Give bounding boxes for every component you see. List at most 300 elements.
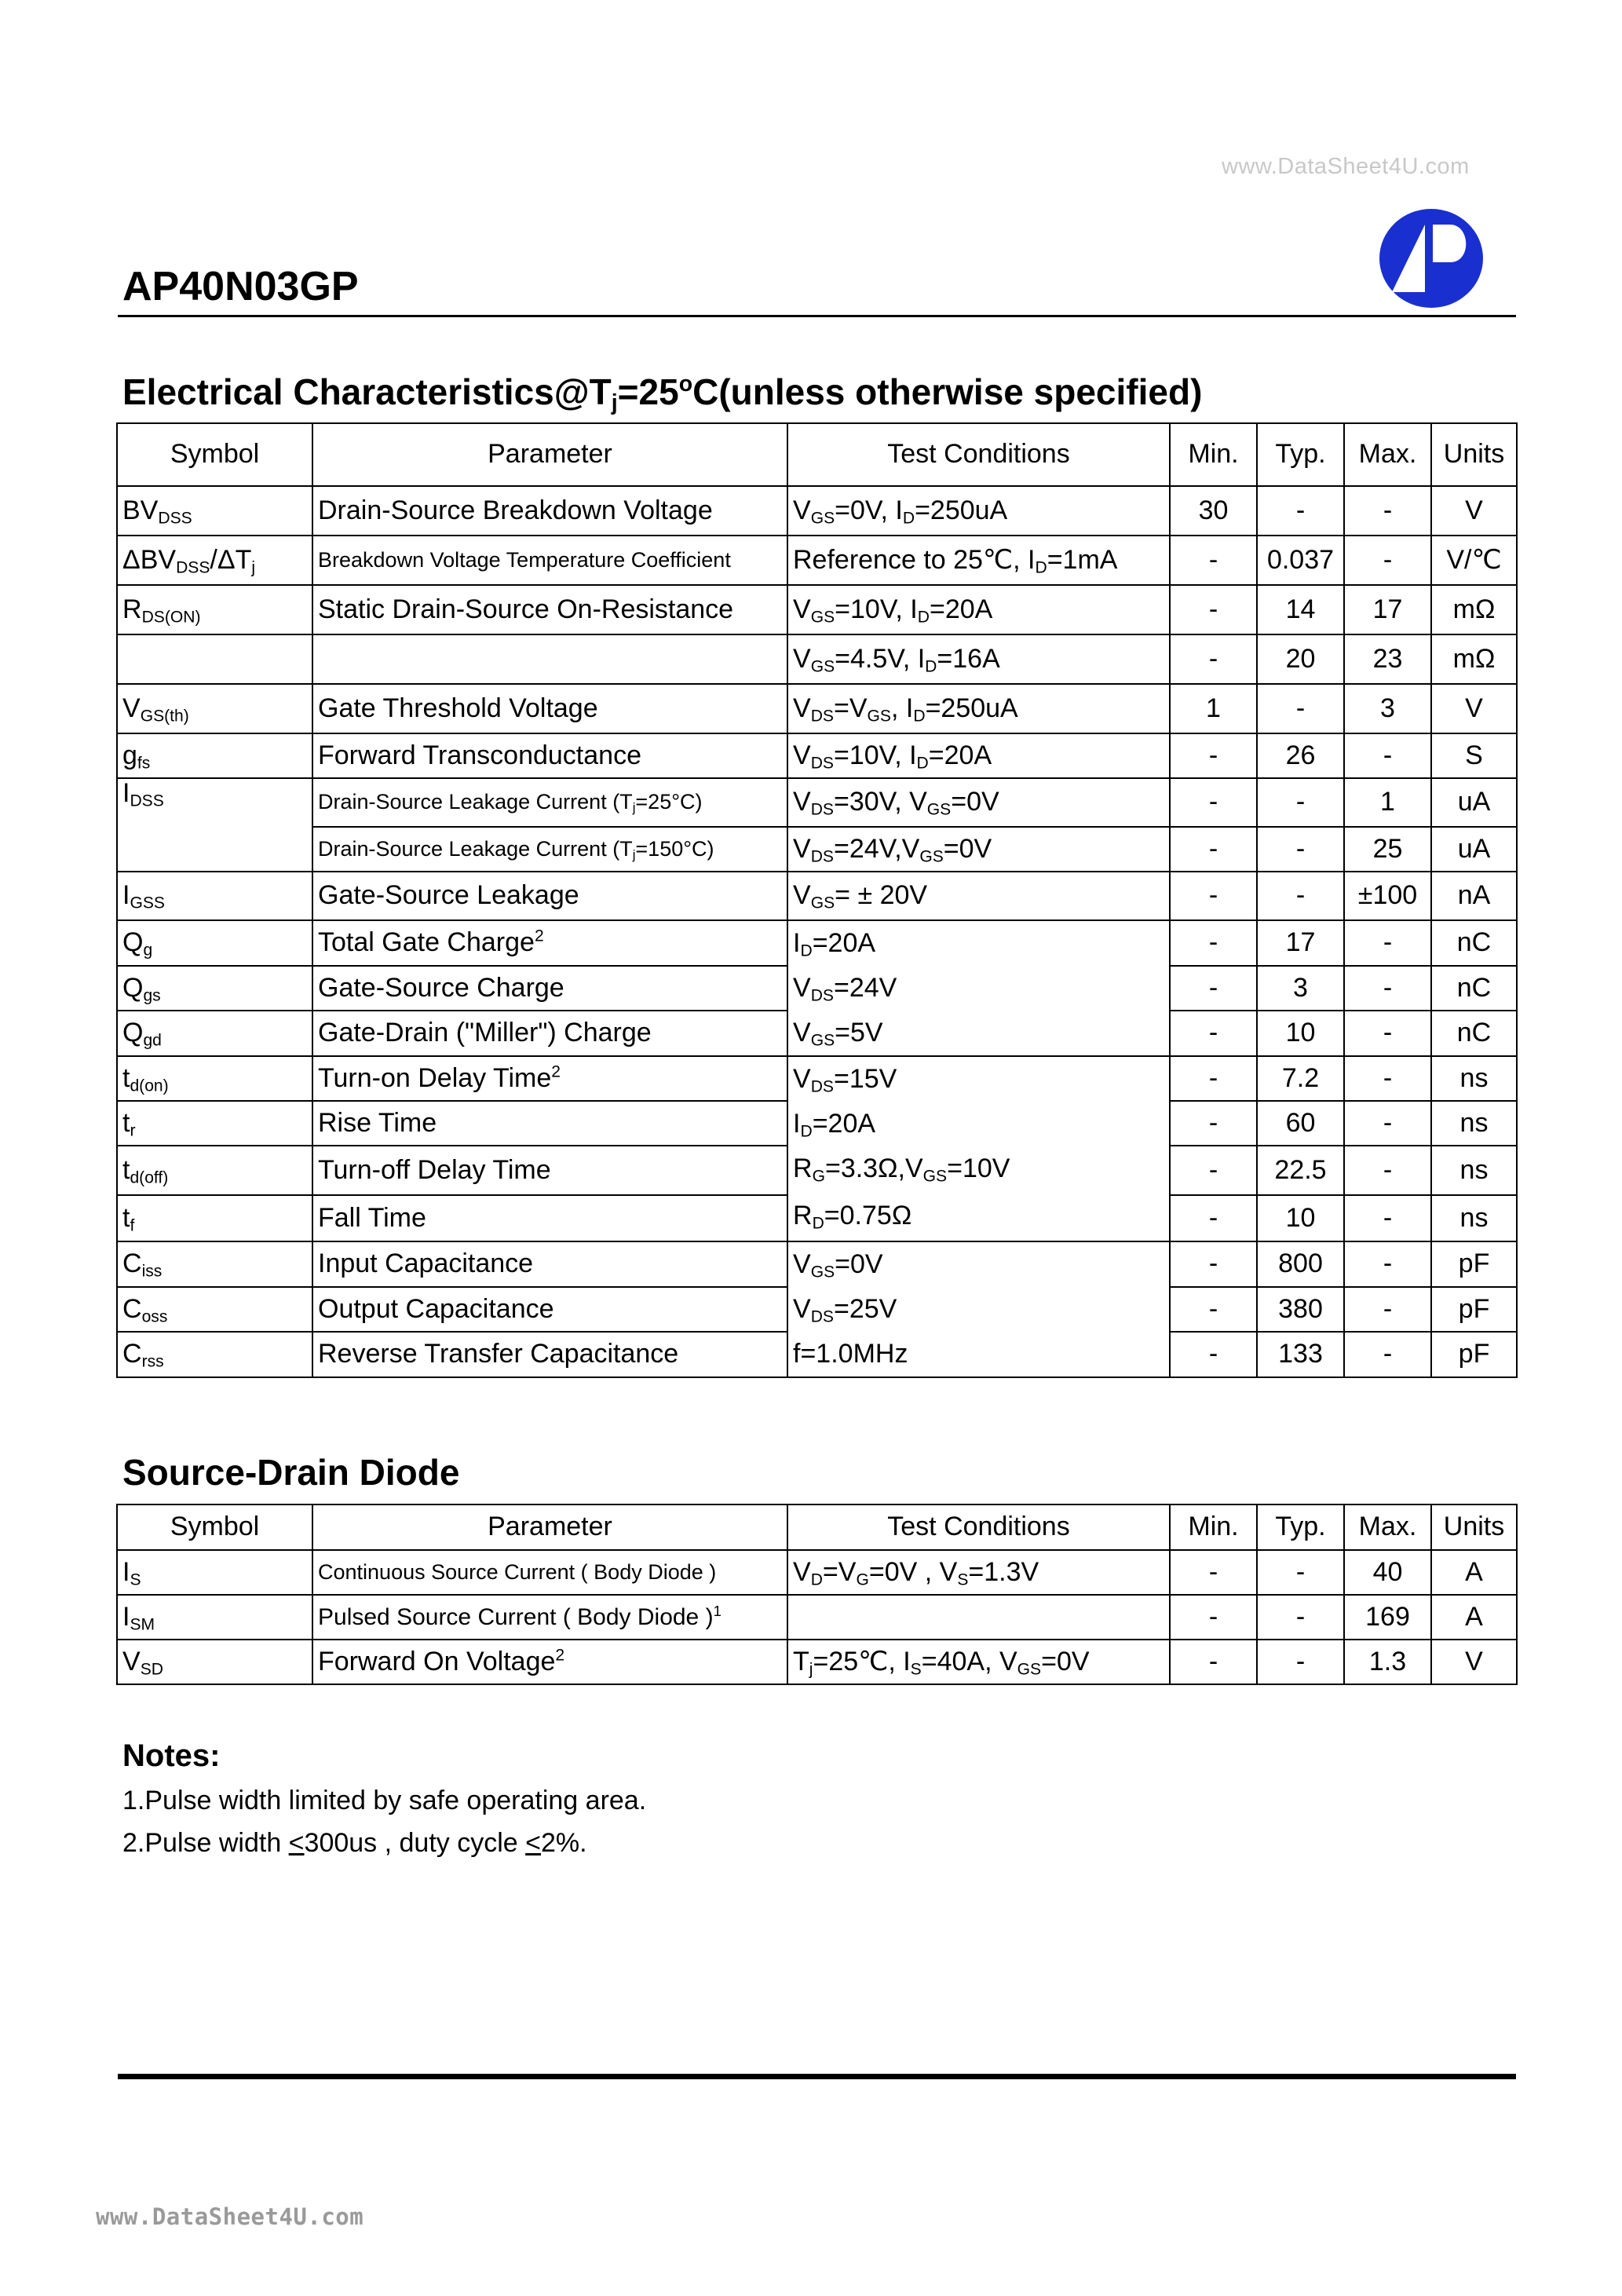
- watermark-bottom: www.DataSheet4U.com: [96, 2203, 364, 2230]
- symbol-sub: gs: [143, 986, 161, 1005]
- parameter-text: Reverse Transfer Capacitance: [318, 1339, 679, 1369]
- cond-part: I: [793, 928, 801, 958]
- cond-part: DS: [810, 986, 834, 1005]
- cond-part: V: [793, 1249, 811, 1279]
- cell-symbol: [117, 778, 312, 872]
- cond-part: =0V, I: [835, 495, 903, 525]
- symbol-sub: GSS: [130, 894, 165, 912]
- parameter-text: Turn-on Delay Time: [318, 1062, 552, 1093]
- cond-part: V: [793, 1018, 811, 1047]
- symbol-main: C: [122, 1249, 142, 1279]
- cond-line: [793, 1332, 1164, 1377]
- cell-typ: 380: [1257, 1287, 1344, 1333]
- cond-part: V: [793, 495, 811, 525]
- cond-line: [793, 966, 1164, 1011]
- cell-max: ±100: [1344, 872, 1431, 920]
- cond-part: V: [793, 973, 811, 1003]
- cell-parameter: [312, 966, 787, 1011]
- cell-max: -: [1344, 733, 1431, 778]
- cond-line: [793, 1146, 1164, 1191]
- cell-units: pF: [1431, 1241, 1517, 1287]
- cell-parameter: [312, 536, 787, 585]
- cell-min: -: [1170, 966, 1257, 1011]
- cond-part: V: [793, 1556, 811, 1587]
- cond-part: =24V: [833, 973, 897, 1003]
- symbol-main: V: [122, 693, 141, 723]
- parameter-tail: =25°C): [635, 790, 703, 814]
- cell-max: -: [1344, 1287, 1431, 1333]
- cell-max: 169: [1344, 1595, 1431, 1640]
- cell-parameter: [312, 1101, 787, 1146]
- cond-part: =20A: [812, 1109, 876, 1139]
- cell-parameter: [312, 778, 787, 827]
- cond-part: =25℃, I: [813, 1646, 911, 1676]
- column-header: Typ.: [1257, 1504, 1344, 1550]
- cell-max: 17: [1344, 585, 1431, 634]
- cond-part: =0V: [943, 833, 992, 864]
- symbol-sub: SD: [140, 1660, 163, 1679]
- cell-units: V: [1431, 684, 1517, 733]
- cell-typ: 22.5: [1257, 1146, 1344, 1195]
- cell-typ: 10: [1257, 1011, 1344, 1056]
- table-row: [117, 827, 1517, 872]
- cond-part: =250uA: [915, 495, 1008, 525]
- symbol-main: t: [122, 1202, 130, 1233]
- cell-parameter: [312, 486, 787, 536]
- parameter-text: Rise Time: [318, 1107, 437, 1138]
- table-row: [117, 634, 1517, 684]
- cell-parameter: [312, 827, 787, 872]
- symbol-main: C: [122, 1293, 142, 1324]
- cell-units: V/℃: [1431, 536, 1517, 585]
- column-header: Typ.: [1257, 423, 1344, 486]
- cell-test-conditions: [787, 827, 1170, 872]
- cond-line: [793, 1102, 1164, 1146]
- cond-part: =V: [833, 693, 868, 723]
- cell-min: -: [1170, 1332, 1257, 1377]
- symbol-sub: r: [130, 1121, 136, 1140]
- symbol-sub: DS(ON): [141, 608, 201, 627]
- cell-parameter: [312, 1550, 787, 1595]
- watermark-top: www.DataSheet4U.com: [1222, 154, 1470, 179]
- cond-part: GS: [1017, 1660, 1042, 1679]
- parameter-text: Output Capacitance: [318, 1293, 554, 1324]
- cell-max: -: [1344, 1011, 1431, 1056]
- cell-units: ns: [1431, 1101, 1517, 1146]
- cond-part: V: [793, 594, 811, 624]
- cond-part: GS: [919, 847, 944, 866]
- cond-part: DS: [810, 800, 834, 819]
- parameter-text: Turn-off Delay Time: [318, 1154, 551, 1185]
- cell-units: S: [1431, 733, 1517, 778]
- cell-symbol: [117, 1011, 312, 1056]
- parameter-sup: 1: [713, 1602, 721, 1619]
- cell-min: 30: [1170, 486, 1257, 536]
- cell-units: nC: [1431, 1011, 1517, 1056]
- cond-part: DS: [810, 1307, 834, 1326]
- parameter-tail: =150°C): [635, 836, 714, 861]
- symbol-sub: oss: [141, 1307, 168, 1326]
- symbol-main: BV: [122, 495, 159, 525]
- cond-part: =0V , V: [868, 1556, 958, 1587]
- parameter-sup: 2: [551, 1062, 561, 1081]
- cell-test-conditions: [787, 733, 1170, 778]
- symbol-sub: d(off): [130, 1168, 169, 1187]
- cond-part: GS: [810, 509, 835, 528]
- cond-part: =4.5V, I: [835, 643, 926, 674]
- cond-part: D: [902, 509, 915, 528]
- cell-parameter: [312, 1241, 787, 1287]
- cond-part: R: [793, 1201, 813, 1230]
- table-row: [117, 486, 1517, 536]
- parameter-text: Input Capacitance: [318, 1249, 534, 1279]
- cond-part: =0V: [835, 1249, 883, 1279]
- cell-units: pF: [1431, 1332, 1517, 1377]
- cell-max: 3: [1344, 684, 1431, 733]
- cond-line: [793, 921, 1164, 966]
- cell-min: -: [1170, 1011, 1257, 1056]
- cell-symbol: [117, 536, 312, 585]
- column-header: Max.: [1344, 1504, 1431, 1550]
- parameter-text: Static Drain-Source On-Resistance: [318, 594, 734, 624]
- cond-part: =15V: [833, 1064, 897, 1094]
- cell-min: 1: [1170, 684, 1257, 733]
- cell-max: 1.3: [1344, 1640, 1431, 1684]
- cond-part: j: [809, 1660, 813, 1679]
- parameter-sub: j: [632, 846, 636, 862]
- cell-typ: 20: [1257, 634, 1344, 684]
- cond-part: D: [812, 1214, 824, 1233]
- cond-part: I: [793, 1109, 801, 1139]
- symbol-main: ΔBV: [122, 544, 177, 575]
- symbol-main: C: [122, 1339, 142, 1369]
- cell-symbol: [117, 1595, 312, 1640]
- cell-max: -: [1344, 536, 1431, 585]
- cond-part: GS: [810, 608, 835, 627]
- cell-parameter: [312, 872, 787, 920]
- cond-part: =30V, V: [833, 787, 927, 817]
- cell-units: pF: [1431, 1287, 1517, 1333]
- parameter-text: Continuous Source Current ( Body Diode ): [318, 1559, 717, 1584]
- cell-units: nC: [1431, 966, 1517, 1011]
- cell-typ: 14: [1257, 585, 1344, 634]
- cell-units: ns: [1431, 1195, 1517, 1241]
- cond-part: =1mA: [1047, 544, 1118, 575]
- cond-part: =20A: [812, 928, 876, 958]
- cell-units: mΩ: [1431, 585, 1517, 634]
- cond-part: =250uA: [925, 693, 1018, 723]
- cell-parameter: [312, 920, 787, 966]
- cell-units: ns: [1431, 1056, 1517, 1101]
- table-row: [117, 1595, 1517, 1640]
- cond-part: GS: [867, 707, 891, 726]
- parameter-text: Forward Transconductance: [318, 740, 641, 770]
- cond-part: T: [793, 1646, 809, 1676]
- electrical-characteristics-table: [116, 422, 1518, 1378]
- cond-part: D: [1035, 558, 1047, 577]
- cond-part: G: [856, 1570, 869, 1589]
- symbol-main: Q: [122, 927, 144, 958]
- cond-part: Reference to 25℃, I: [793, 544, 1036, 575]
- symbol-main: t: [122, 1154, 130, 1185]
- cell-parameter: [312, 1056, 787, 1101]
- cell-test-conditions: [787, 778, 1170, 827]
- cell-test-conditions: [787, 486, 1170, 536]
- cell-min: -: [1170, 1146, 1257, 1195]
- cell-max: -: [1344, 1146, 1431, 1195]
- cell-typ: 133: [1257, 1332, 1344, 1377]
- cell-min: -: [1170, 1550, 1257, 1595]
- cell-typ: 7.2: [1257, 1056, 1344, 1101]
- cell-test-conditions: [787, 1056, 1170, 1241]
- cond-part: =10V, I: [835, 594, 918, 624]
- cell-symbol: [117, 872, 312, 920]
- cell-parameter: [312, 634, 787, 684]
- cell-test-conditions: [787, 1640, 1170, 1684]
- note-2: 2.Pulse width <300us , duty cycle <2%.: [122, 1828, 587, 1858]
- cond-part: V: [793, 1064, 811, 1094]
- symbol-sub: fs: [137, 754, 151, 773]
- cell-max: -: [1344, 1101, 1431, 1146]
- cell-units: nA: [1431, 872, 1517, 920]
- cell-typ: 0.037: [1257, 536, 1344, 585]
- cell-symbol: [117, 920, 312, 966]
- cell-parameter: [312, 1332, 787, 1377]
- cond-part: GS: [810, 894, 835, 912]
- cond-part: D: [925, 657, 937, 676]
- parameter-text: Gate-Drain ("Miller") Charge: [318, 1018, 652, 1048]
- symbol-sub: DSS: [176, 558, 210, 577]
- cond-part: =0.75Ω: [824, 1201, 912, 1230]
- cell-units: A: [1431, 1595, 1517, 1640]
- cond-part: =0V: [1041, 1646, 1090, 1676]
- cell-max: -: [1344, 966, 1431, 1011]
- symbol-tail-sub: j: [251, 558, 256, 577]
- cell-typ: 26: [1257, 733, 1344, 778]
- symbol-main: I: [122, 1556, 130, 1587]
- cond-part: =20A: [928, 740, 992, 770]
- cell-min: -: [1170, 1287, 1257, 1333]
- cell-max: 25: [1344, 827, 1431, 872]
- symbol-sub: gd: [143, 1031, 162, 1050]
- symbol-sub: DSS: [130, 792, 164, 810]
- symbol-tail: /ΔT: [210, 544, 252, 575]
- cell-parameter: [312, 1146, 787, 1195]
- cond-part: =40A, V: [921, 1646, 1017, 1676]
- column-header: Max.: [1344, 423, 1431, 486]
- cond-part: D: [810, 1570, 823, 1589]
- cell-min: -: [1170, 634, 1257, 684]
- cond-part: =10V, I: [833, 740, 917, 770]
- cond-part: R: [793, 1153, 813, 1183]
- cond-part: =16A: [937, 643, 1000, 674]
- symbol-sub: iss: [141, 1262, 163, 1281]
- cell-typ: -: [1257, 1550, 1344, 1595]
- symbol-sub: d(on): [130, 1077, 169, 1095]
- cell-min: -: [1170, 1195, 1257, 1241]
- table-row: [117, 1241, 1517, 1287]
- cell-symbol: [117, 1146, 312, 1195]
- cell-units: A: [1431, 1550, 1517, 1595]
- cell-test-conditions: [787, 920, 1170, 1056]
- cell-units: V: [1431, 486, 1517, 536]
- cond-part: GS: [810, 1263, 835, 1281]
- symbol-main: t: [122, 1107, 130, 1138]
- cond-line: [793, 1057, 1164, 1102]
- cond-part: D: [913, 707, 926, 726]
- column-header: Units: [1431, 1504, 1517, 1550]
- cell-max: 40: [1344, 1550, 1431, 1595]
- cell-units: uA: [1431, 827, 1517, 872]
- parameter-text: Drain-Source Leakage Current (T: [318, 790, 633, 814]
- column-header: Min.: [1170, 1504, 1257, 1550]
- cond-part: =V: [822, 1556, 857, 1587]
- cond-part: DS: [810, 754, 834, 773]
- cond-part: V: [793, 740, 811, 770]
- electrical-characteristics-title: Electrical $Characteristics@T_j=25^oC(unless$ otherwise specified): [122, 371, 1203, 416]
- table-row: [117, 778, 1517, 827]
- parameter-sub: j: [632, 800, 636, 816]
- table-row: [117, 1640, 1517, 1684]
- cond-part: V: [793, 1294, 811, 1324]
- cell-symbol: [117, 486, 312, 536]
- cell-min: -: [1170, 1595, 1257, 1640]
- cond-part: =1.3V: [968, 1556, 1039, 1587]
- cell-min: -: [1170, 827, 1257, 872]
- cell-min: -: [1170, 1056, 1257, 1101]
- cell-symbol: [117, 1195, 312, 1241]
- parameter-text: Pulsed Source Current ( Body Diode ): [318, 1604, 714, 1630]
- cond-part: =25V: [833, 1294, 897, 1324]
- cell-parameter: [312, 684, 787, 733]
- column-header: Units: [1431, 423, 1517, 486]
- cell-typ: -: [1257, 486, 1344, 536]
- cond-part: =3.3Ω,V: [824, 1153, 923, 1183]
- column-header: Min.: [1170, 423, 1257, 486]
- cell-min: -: [1170, 778, 1257, 827]
- cond-part: = ± 20V: [835, 880, 928, 911]
- cell-min: -: [1170, 1640, 1257, 1684]
- table-row: [117, 920, 1517, 966]
- cell-parameter: [312, 1287, 787, 1333]
- cell-symbol: [117, 733, 312, 778]
- cell-symbol: [117, 1101, 312, 1146]
- symbol-main: g: [122, 740, 137, 770]
- table-row: [117, 1550, 1517, 1595]
- cell-symbol: [117, 1241, 312, 1287]
- cell-typ: -: [1257, 827, 1344, 872]
- cell-symbol: [117, 966, 312, 1011]
- cond-part: =0V: [951, 787, 999, 817]
- cell-symbol: [117, 1640, 312, 1684]
- parameter-text: Drain-Source Breakdown Voltage: [318, 495, 713, 525]
- cell-max: -: [1344, 1241, 1431, 1287]
- cell-parameter: [312, 733, 787, 778]
- cond-part: D: [800, 1122, 813, 1141]
- symbol-main: I: [122, 880, 130, 911]
- symbol-main: Q: [122, 972, 144, 1003]
- cond-part: DS: [810, 707, 834, 726]
- cond-part: f=1.0MHz: [793, 1339, 908, 1369]
- cell-typ: -: [1257, 872, 1344, 920]
- cell-symbol: [117, 1550, 312, 1595]
- parameter-sup: 2: [534, 927, 544, 945]
- cond-line: [793, 1191, 1164, 1241]
- cell-parameter: [312, 1011, 787, 1056]
- symbol-main: I: [122, 778, 130, 808]
- cond-part: =5V: [835, 1018, 883, 1047]
- parameter-text: Gate-Source Charge: [318, 972, 564, 1003]
- column-header: Symbol: [117, 423, 312, 486]
- cell-test-conditions: [787, 634, 1170, 684]
- cell-min: -: [1170, 585, 1257, 634]
- cell-test-conditions: [787, 872, 1170, 920]
- cond-part: =20A: [929, 594, 993, 624]
- table-row: [117, 684, 1517, 733]
- cell-parameter: [312, 1640, 787, 1684]
- cell-min: -: [1170, 1101, 1257, 1146]
- symbol-sub: rss: [141, 1352, 164, 1371]
- column-header: Test Conditions: [787, 1504, 1170, 1550]
- cond-part: GS: [810, 1031, 835, 1050]
- cell-units: mΩ: [1431, 634, 1517, 684]
- cell-symbol: [117, 1287, 312, 1333]
- symbol-sub: SM: [130, 1615, 155, 1634]
- parameter-text: Gate-Source Leakage: [318, 880, 579, 911]
- cell-parameter: [312, 1595, 787, 1640]
- cell-test-conditions: [787, 1241, 1170, 1377]
- cell-min: -: [1170, 920, 1257, 966]
- cell-max: -: [1344, 486, 1431, 536]
- cell-units: V: [1431, 1640, 1517, 1684]
- symbol-sub: GS(th): [140, 707, 189, 726]
- symbol-main: R: [122, 594, 142, 624]
- symbol-main: I: [122, 1601, 130, 1632]
- cell-symbol: [117, 1056, 312, 1101]
- part-number-title: AP40N03GP: [122, 264, 359, 309]
- source-drain-diode-title: Source-Drain Diode: [122, 1452, 460, 1493]
- note-1: 1.Pulse width limited by safe operating area.: [122, 1786, 647, 1815]
- parameter-text: Forward On Voltage: [318, 1646, 556, 1676]
- parameter-text: Fall Time: [318, 1202, 426, 1233]
- cell-typ: 3: [1257, 966, 1344, 1011]
- cell-typ: -: [1257, 778, 1344, 827]
- parameter-text: Total Gate Charge: [318, 927, 535, 958]
- cell-typ: 17: [1257, 920, 1344, 966]
- cond-part: S: [957, 1570, 969, 1589]
- cell-units: ns: [1431, 1146, 1517, 1195]
- cell-min: -: [1170, 872, 1257, 920]
- cond-part: GS: [926, 800, 952, 819]
- cell-typ: -: [1257, 1640, 1344, 1684]
- cell-symbol: [117, 684, 312, 733]
- column-header: Test Conditions: [787, 423, 1170, 486]
- cell-min: -: [1170, 1241, 1257, 1287]
- symbol-sub: g: [143, 941, 153, 960]
- symbol-sub: DSS: [158, 509, 192, 528]
- cell-test-conditions: [787, 1550, 1170, 1595]
- footer-rule: [118, 2074, 1516, 2079]
- cell-symbol: [117, 634, 312, 684]
- symbol-main: V: [122, 1646, 141, 1676]
- cond-part: GS: [810, 657, 835, 676]
- cond-part: G: [812, 1167, 825, 1186]
- cond-part: V: [793, 787, 811, 817]
- cond-part: V: [793, 833, 811, 864]
- notes-heading: Notes:: [122, 1738, 221, 1773]
- cell-min: -: [1170, 733, 1257, 778]
- cell-parameter: [312, 1195, 787, 1241]
